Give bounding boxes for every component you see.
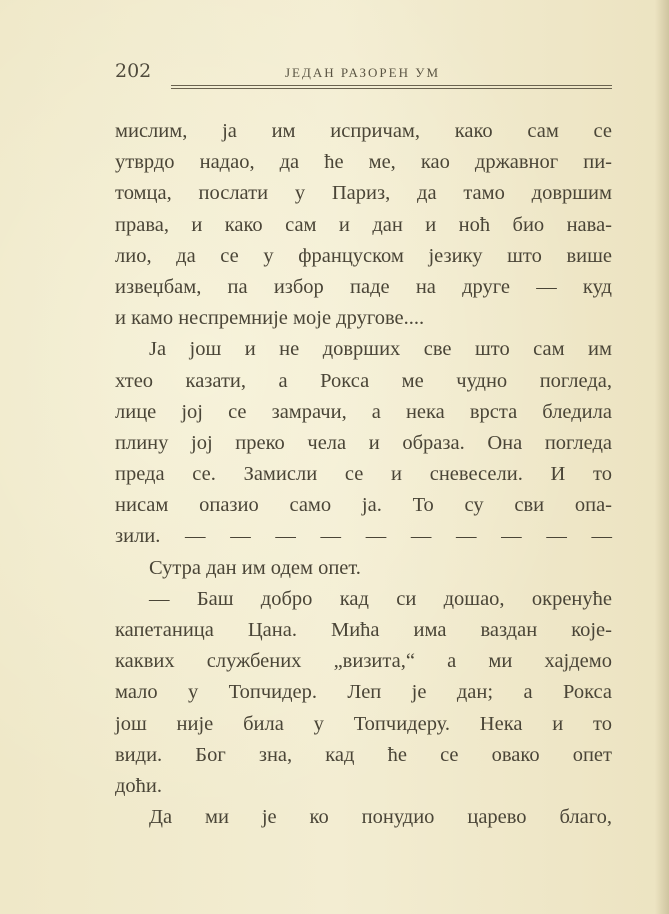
text-line: мислим, ја им испричам, како сам се xyxy=(115,120,612,142)
text-line: лио, да се у француском језику што више xyxy=(115,244,612,267)
text-line: доћи. xyxy=(115,774,163,797)
page-number: 202 xyxy=(115,60,152,82)
running-title: ЈЕДАН РАЗОРЕН УМ xyxy=(285,65,440,80)
text-line: извеџбам, па избор паде на друге — куд xyxy=(115,275,612,298)
header-rule xyxy=(171,85,612,89)
text-line: томца, послати у Париз, да тамо довршим xyxy=(115,182,612,205)
body-text xyxy=(115,116,612,833)
page-edge-shadow xyxy=(655,0,669,914)
text-line: утврдо надао, да ће ме, као државног пи- xyxy=(115,151,612,174)
text-line: преда се. Замисли се и сневесели. И то xyxy=(115,463,612,486)
text-line: још није била у Топчидеру. Нека и то xyxy=(115,712,612,735)
page-header xyxy=(115,60,612,94)
text-line: мало у Топчидер. Леп је дан; а Рокса xyxy=(115,681,612,704)
text-line: каквих службених „визита,“ а ми хајдемо xyxy=(115,650,612,673)
text-line: зили. — — — — — — — — — — xyxy=(115,525,612,548)
text-line: хтео казати, а Рокса ме чудно погледа, xyxy=(115,369,612,392)
text-line: плину јој преко чела и образа. Она погледа xyxy=(115,431,612,454)
text-line: Сутра дан им одем опет. xyxy=(149,556,361,579)
text-line: капетаница Цана. Мића има ваздан које- xyxy=(115,619,612,641)
text-line: нисам опазио само ја. То су сви опа- xyxy=(115,494,612,517)
text-line: Ја још и не доврших све што сам им xyxy=(149,338,612,361)
text-line: лице јој се замрачи, а нека врста бледила xyxy=(115,400,612,423)
text-line: Да ми је ко понудио царево благо, xyxy=(149,806,612,829)
text-line: — Баш добро кад си дошао, окренуће xyxy=(149,587,612,610)
text-line: и камо неспремније моје другове.... xyxy=(115,307,425,330)
text-line: права, и како сам и дан и ноћ био нава- xyxy=(115,213,612,236)
text-line: види. Бог зна, кад ће се овако опет xyxy=(115,743,612,766)
